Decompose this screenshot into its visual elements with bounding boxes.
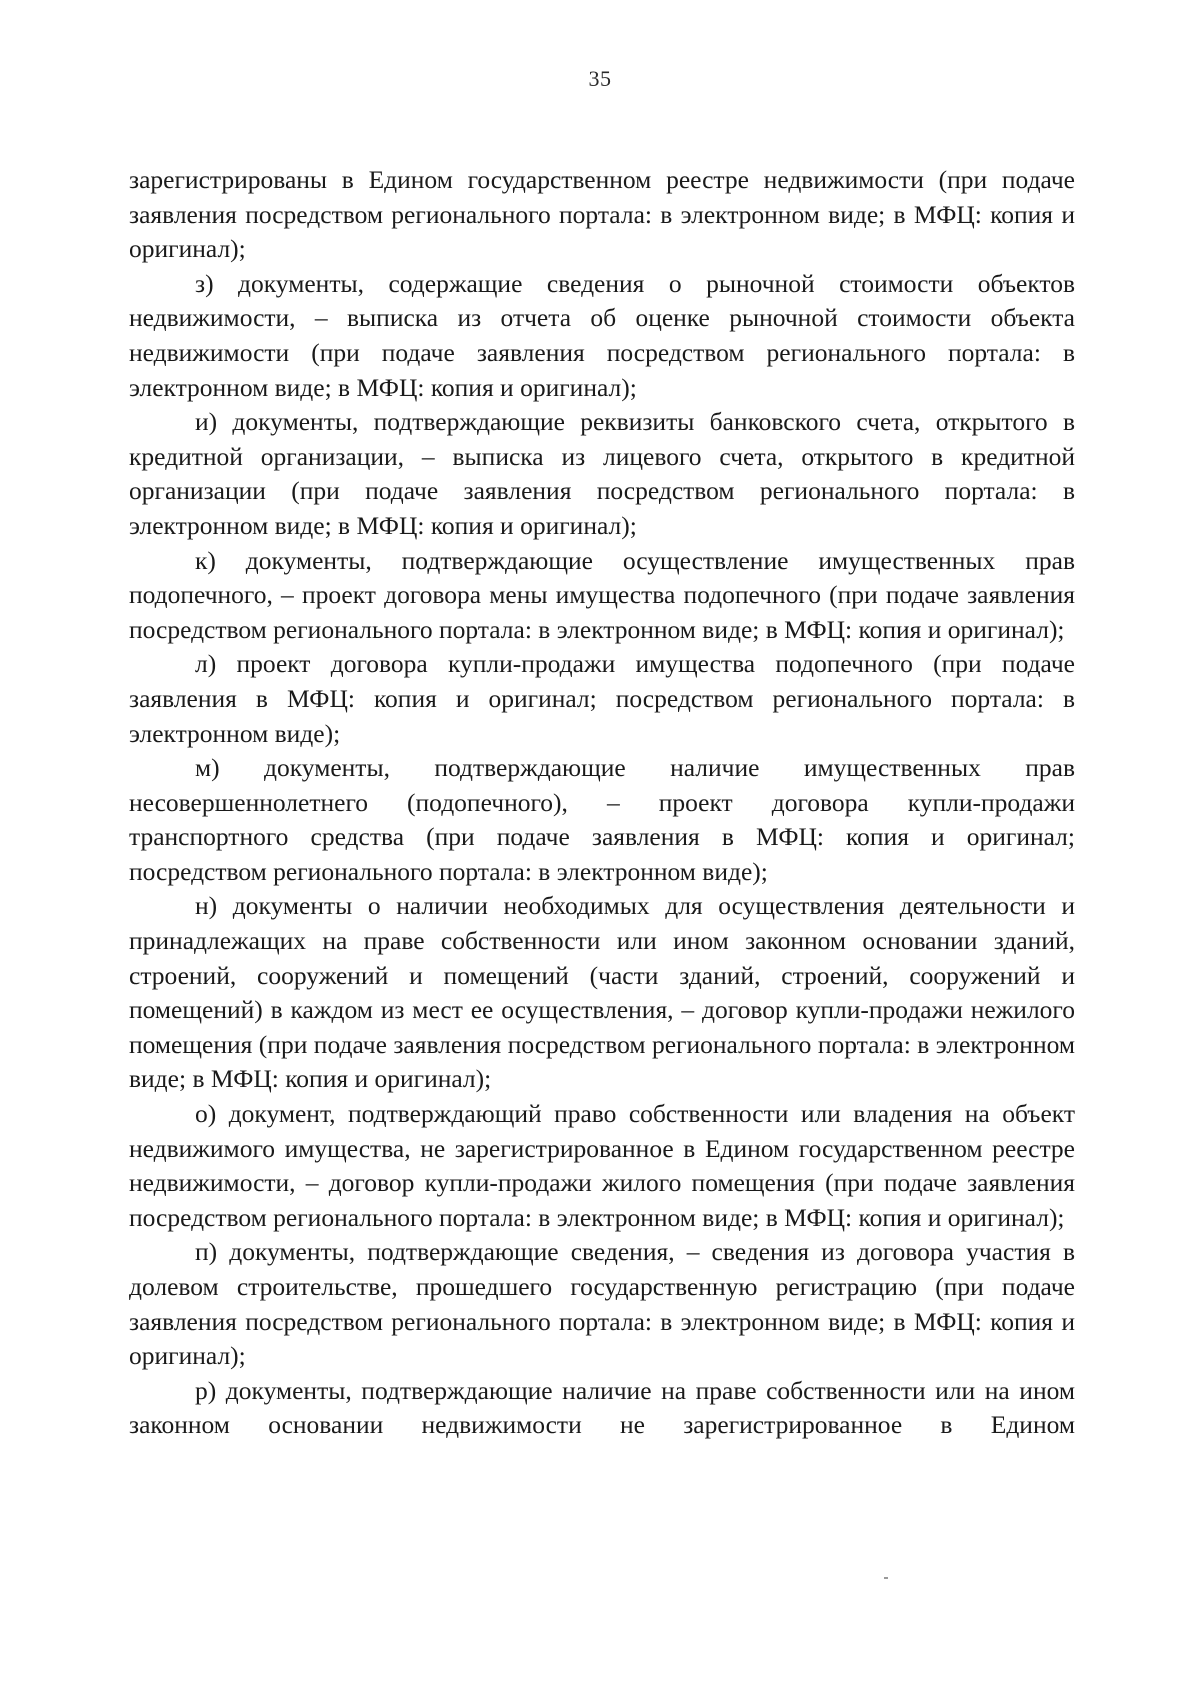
- page-number: 35: [588, 66, 612, 91]
- paragraph-item-z: з) документы, содержащие сведения о рыночной стоимости объектов недвижимости, – выписка из отчета об оценке рыночной стоимости объекта недвижимости (при подаче заявления посредством регионального портала: в электронном виде; в МФЦ: копия и оригинал);: [129, 268, 1075, 402]
- document-body: [129, 163, 1075, 1443]
- paragraph-item-n: н) документы о наличии необходимых для осуществления деятельности и принадлежащих на праве собственности или ином законном основании зданий, строений, сооружений и помещений (части зданий, строений, сооружений и помещений) в каждом из мест ее осуществления, – договор купли-продажи нежилого помещения (при подаче заявления посредством регионального портала: в электронном виде; в МФЦ: копия и оригинал);: [129, 891, 1075, 1094]
- paragraph-item-l: л) проект договора купли-продажи имущества подопечного (при подаче заявления в МФЦ: копия и оригинал; посредством регионального портала: в электронном виде);: [129, 649, 1075, 748]
- scan-artifact: [884, 1577, 888, 1579]
- paragraph-item-p: п) документы, подтверждающие сведения, – сведения из договора участия в долевом строительстве, прошедшего государственную регистрацию (при подаче заявления посредством регионального портала: в электронном виде; в МФЦ: копия и оригинал);: [129, 1237, 1075, 1371]
- paragraph-item-k: к) документы, подтверждающие осуществление имущественных прав подопечного, – проект договора мены имущества подопечного (при подаче заявления посредством регионального портала: в электронном виде; в МФЦ: копия и оригинал);: [129, 545, 1075, 644]
- paragraph-item-i: и) документы, подтверждающие реквизиты банковского счета, открытого в кредитной организации, – выписка из лицевого счета, открытого в кредитной организации (при подаче заявления посредством регионального портала: в электронном виде; в МФЦ: копия и оригинал);: [129, 407, 1075, 540]
- paragraph-item-o: о) документ, подтверждающий право собственности или владения на объект недвижимого имущества, не зарегистрированное в Едином государственном реестре недвижимости, – договор купли-продажи жилого помещения (при подаче заявления посредством регионального портала: в электронном виде; в МФЦ: копия и оригинал);: [129, 1099, 1075, 1232]
- paragraph-continuation: зарегистрированы в Едином государственном реестре недвижимости (при подаче заявления посредством регионального портала: в электронном виде; в МФЦ: копия и оригинал);: [129, 165, 1075, 264]
- paragraph-item-m: м) документы, подтверждающие наличие имущественных прав несовершеннолетнего (подопечного), – проект договора купли-продажи транспортного средства (при подаче заявления в МФЦ: копия и оригинал; посредством регионального портала: в электронном виде);: [129, 753, 1075, 886]
- paragraph-item-r: р) документы, подтверждающие наличие на праве собственности или на ином законном основании недвижимости не зарегистрированное в Едином: [129, 1375, 1075, 1440]
